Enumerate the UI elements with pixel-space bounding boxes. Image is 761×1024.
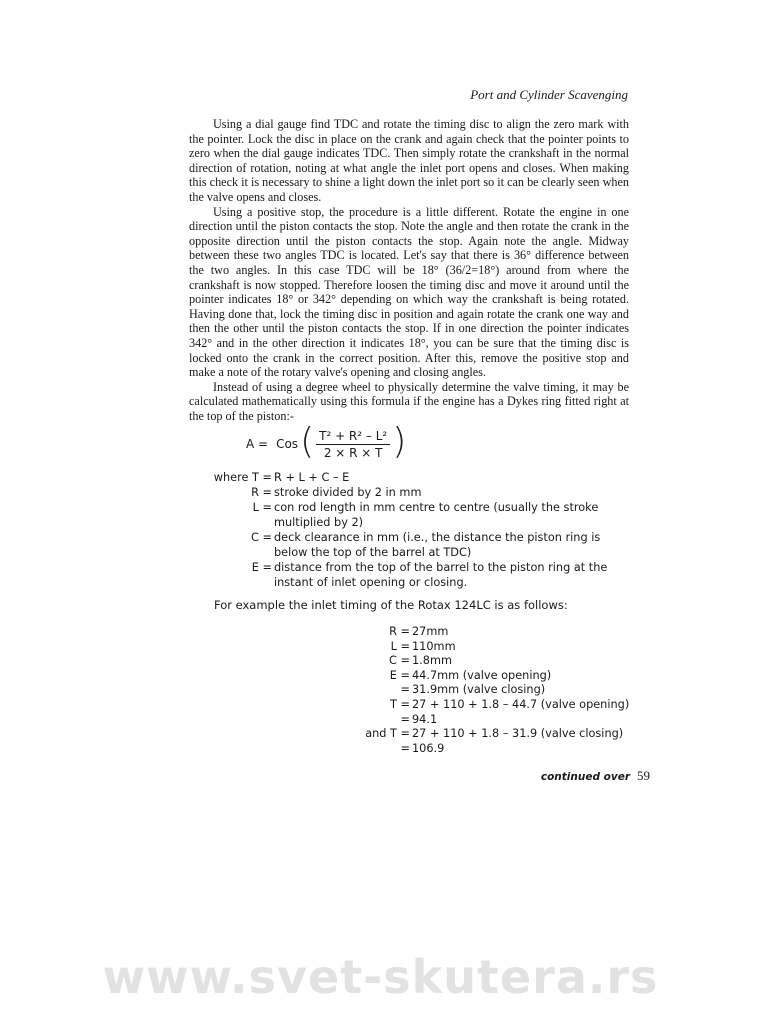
definition-row: [212, 470, 632, 485]
left-paren: (: [300, 421, 315, 462]
definition-text: distance from the top of the barrel to the piston ring at the instant of inlet opening or closing.: [274, 561, 608, 589]
definition-row: [212, 560, 632, 590]
definition-text: stroke divided by 2 in mm: [274, 486, 422, 499]
calc-lhs: =: [400, 683, 410, 697]
formula-numerator: T² + R² – L²: [316, 429, 390, 445]
calc-lhs: R =: [389, 625, 410, 638]
variable-definitions: [212, 470, 632, 590]
watermark: www.svet-skutera.rs: [102, 950, 659, 1004]
definition-row: [212, 485, 632, 500]
definition-symbol: where T =: [213, 471, 272, 484]
calc-rhs: 27mm: [412, 625, 449, 638]
definition-text: con rod length in mm centre to centre (usually the stroke multiplied by 2): [274, 501, 599, 529]
calc-lhs: and T =: [365, 727, 410, 741]
definition-symbol: E =: [251, 561, 272, 574]
formula-lhs: A =: [246, 437, 269, 451]
calc-rhs: 110mm: [412, 639, 456, 653]
calc-row: [350, 742, 629, 757]
calc-lhs: T =: [390, 697, 410, 711]
calc-row: [350, 669, 629, 684]
definition-text: deck clearance in mm (i.e., the distance the piston ring is below the top of the barrel at TDC): [274, 531, 601, 559]
body-text: [189, 117, 629, 423]
paragraph-positive-stop: Using a positive stop, the procedure is a little different. Rotate the engine in one direction until the piston contacts the stop. Note the angle and then rotate the crank in the opposite direction until the piston contacts the stop. Again note the angle. Midway between these two angles TDC is located. Let's say that there is 36° difference between the two angles. In this case TDC will be 18° (36/2=18°) around from where the crankshaft is now stopped. Therefore loosen the timing disc and move it around until the pointer indicates 18° or 342° depending on which way the crankshaft is being rotated. Having done that, lock the timing disc in position and again rotate the crank one way and then the other until the piston contacts the stop. If in one direction the pointer indicates 342° and in the other direction it indicates 18°, you can be sure that the timing disc is locked onto the crank in the correct position. After this, remove the positive stop and make a note of the rotary valve's opening and closing angles.: [189, 204, 629, 380]
calc-rhs: 94.1: [412, 712, 438, 726]
calc-rhs: 27 + 110 + 1.8 – 44.7 (valve opening): [412, 697, 630, 711]
calc-row: [350, 698, 629, 713]
definition-row: [212, 500, 632, 530]
calc-row: [350, 727, 629, 742]
calc-lhs: C =: [389, 654, 410, 668]
definition-row: [212, 530, 632, 560]
calc-lhs: E =: [389, 668, 410, 682]
page-footer: [541, 768, 650, 784]
right-paren: ): [392, 421, 407, 462]
paragraph-dial-gauge: Using a dial gauge find TDC and rotate the timing disc to align the zero mark with the pointer. Lock the disc in place on the crank and again check that the pointer points to zero when the dial gauge indicates TDC. Then simply rotate the crankshaft in the normal direction of rotation, noting at what angle the inlet port opens and closes. When making this check it is necessary to shine a light down the inlet port so it can be clearly seen when the valve opens and closes.: [189, 117, 629, 204]
example-calculation: [350, 625, 629, 756]
calc-rhs: 1.8mm: [412, 654, 452, 668]
continued-over-label: continued over: [540, 771, 630, 783]
calc-row: [350, 654, 629, 669]
calc-rhs: 106.9: [412, 741, 445, 755]
calc-row: [350, 713, 629, 728]
definition-symbol: C =: [251, 531, 272, 544]
calc-lhs: =: [400, 712, 410, 726]
formula-denominator: 2 × R × T: [323, 445, 383, 460]
formula-fraction: [316, 429, 390, 460]
calc-lhs: L =: [390, 639, 410, 653]
calc-rhs: 27 + 110 + 1.8 – 31.9 (valve closing): [412, 727, 624, 741]
calc-rhs: 31.9mm (valve closing): [412, 683, 546, 697]
calc-row: [350, 683, 629, 698]
running-header: Port and Cylinder Scavenging: [470, 87, 628, 102]
valve-timing-formula: [246, 421, 407, 464]
formula-function: Cos: [276, 437, 299, 451]
calc-row: [350, 640, 629, 655]
definition-symbol: R =: [251, 486, 272, 499]
example-intro: For example the inlet timing of the Rotax 124LC is as follows:: [214, 598, 568, 612]
calc-row: [350, 625, 629, 640]
definition-text: R + L + C – E: [274, 471, 350, 484]
calc-lhs: =: [400, 741, 410, 755]
page-number: 59: [637, 768, 650, 783]
paragraph-formula-intro: Instead of using a degree wheel to physically determine the valve timing, it may be calculated mathematically using this formula if the engine has a Dykes ring fitted right at the top of the piston:-: [189, 379, 629, 423]
definition-symbol: L =: [252, 501, 272, 514]
calc-rhs: 44.7mm (valve opening): [412, 668, 552, 682]
